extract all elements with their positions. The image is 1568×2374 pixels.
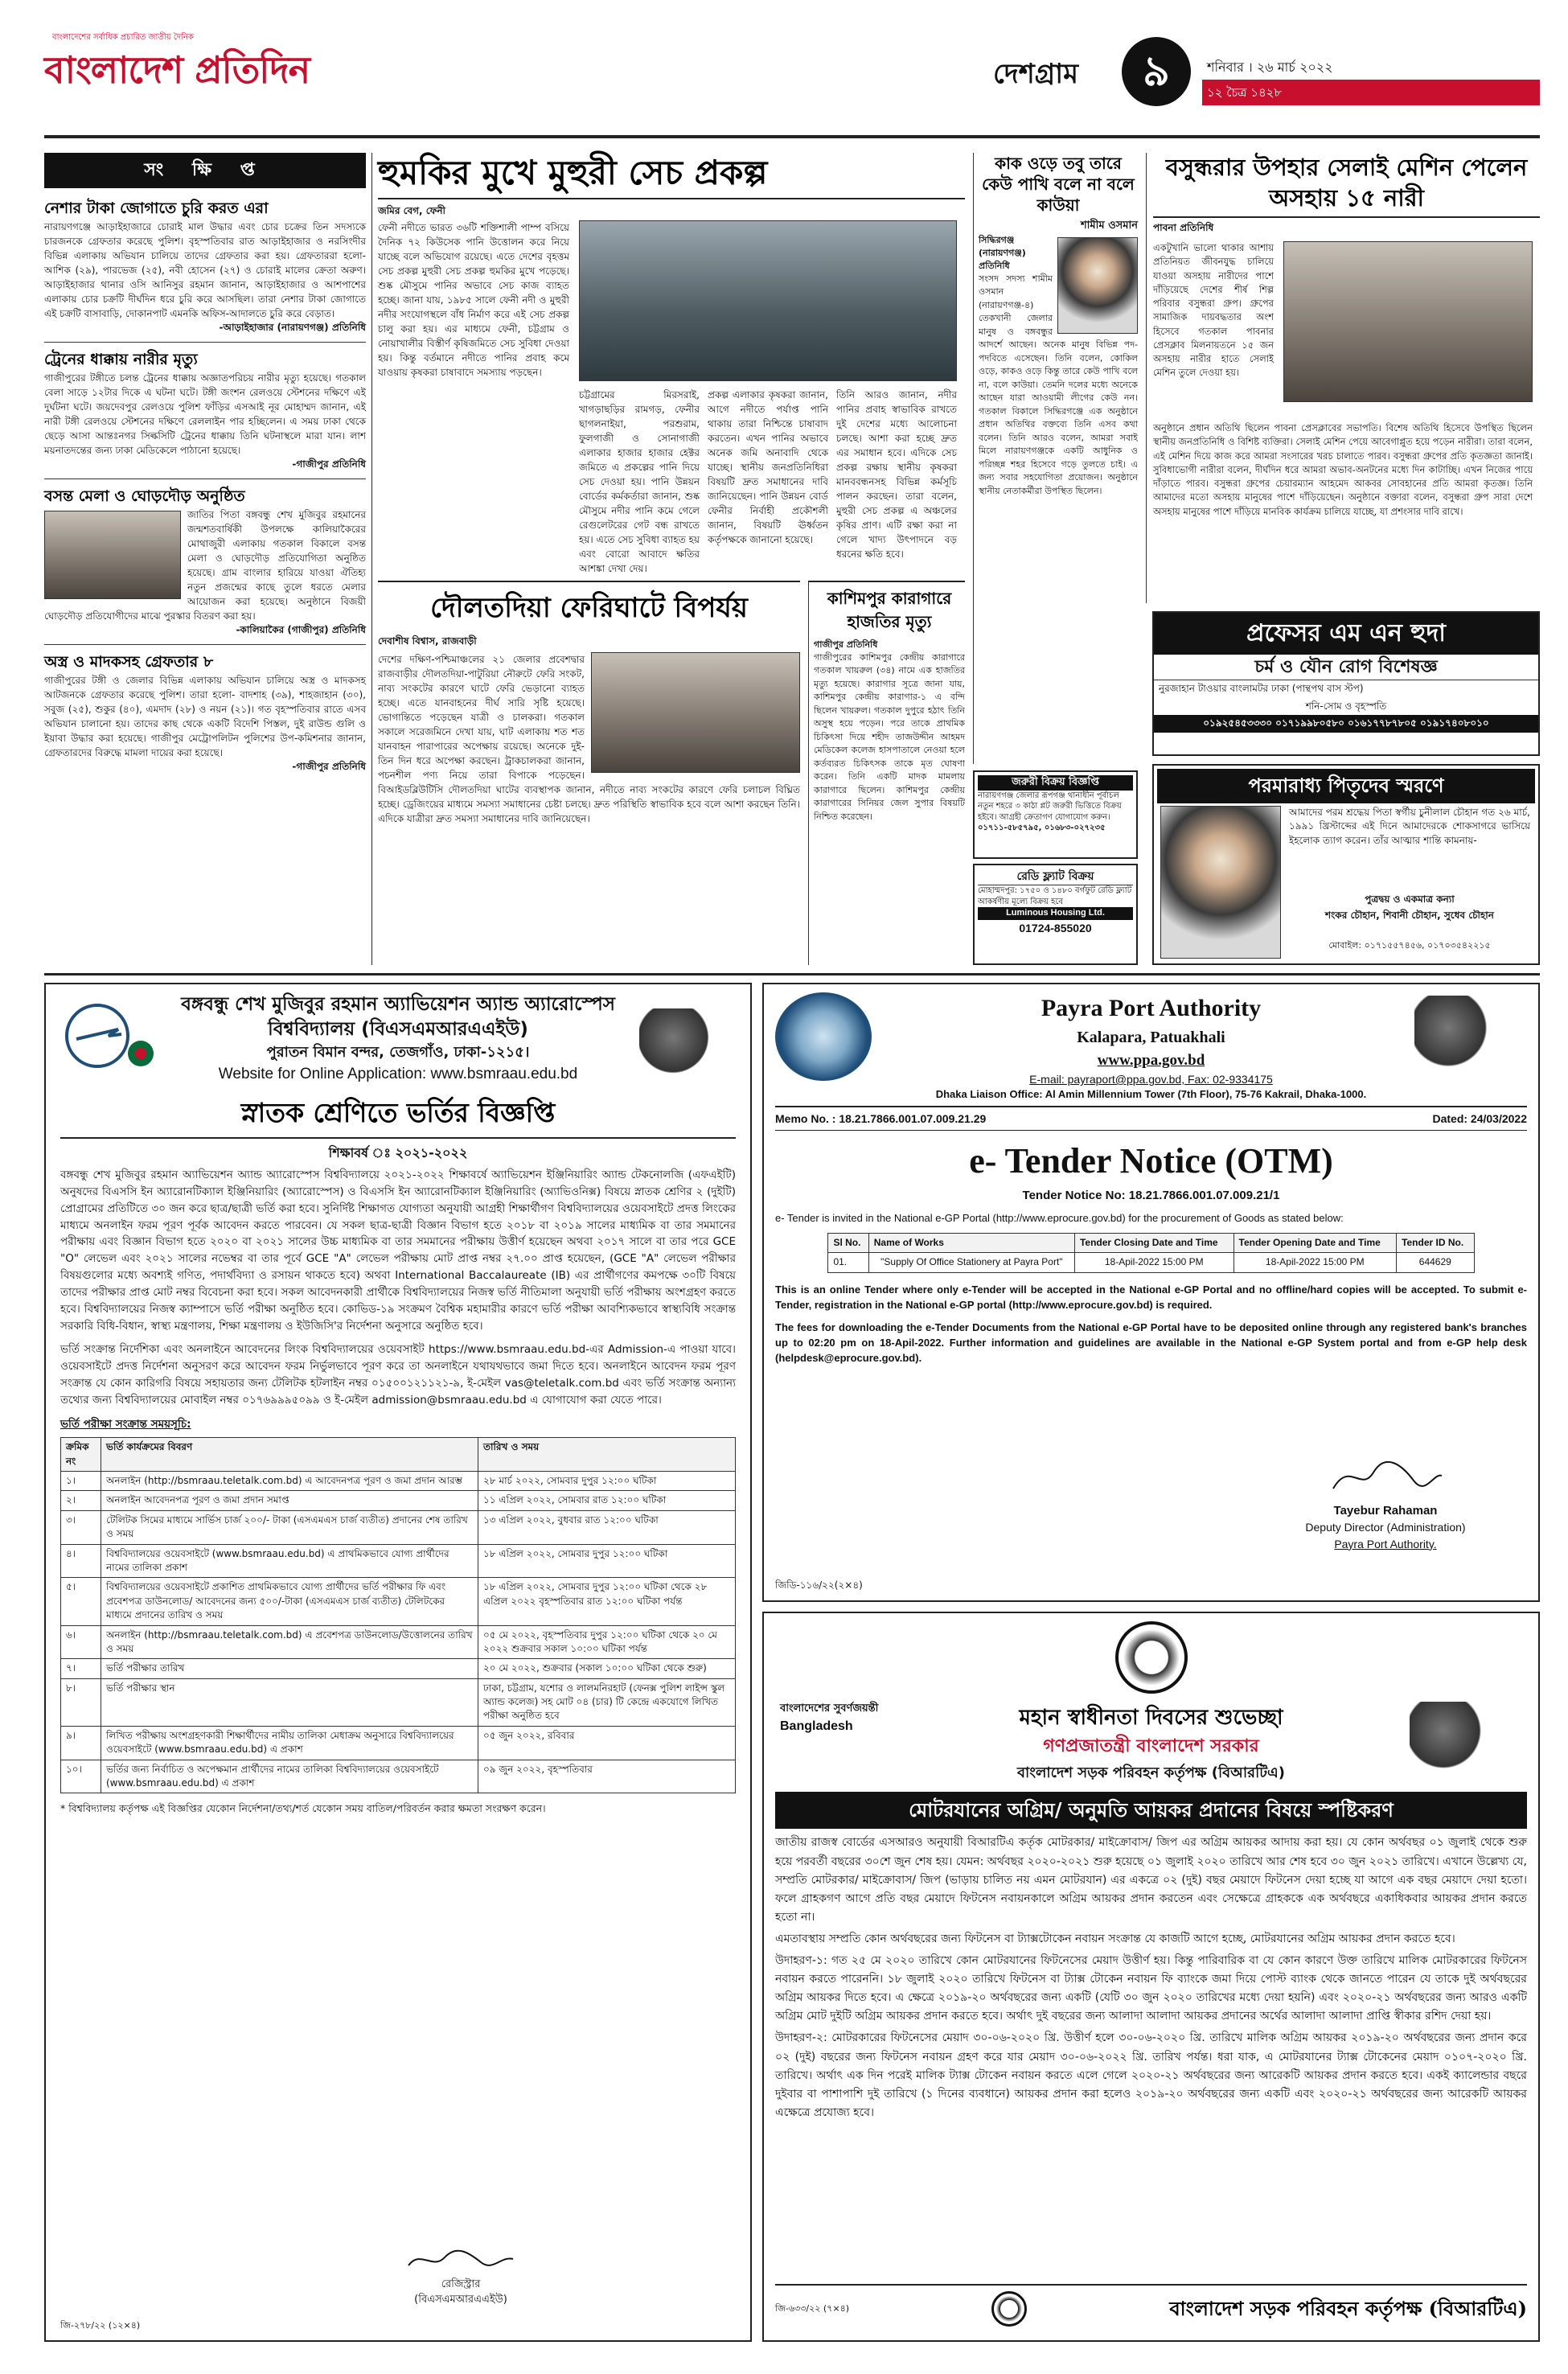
flat-ad-title: রেডি ফ্ল্যাট বিক্রয় [978, 869, 1133, 885]
schedule-cell-time: ১১ এপ্রিল ২০২২, সোমবার রাত ১২:০০ ঘটিকা [478, 1491, 736, 1510]
sewing-story[interactable] [1146, 153, 1540, 603]
memorial-body: আমাদের পরম শ্রদ্ধেয় পিতা স্বর্গীয় চুনীলাল চৌহান গত ২৬ মার্চ, ১৯৯১ খ্রিস্টাব্দের এই দিনে আমাদেরকে শোকসাগরে ভাসিয়ে ইহলোক ত্যাগ করেন। তাঁর আত্মার শান্তি কামনায়- [1289, 807, 1530, 846]
payra-tender-title: e- Tender Notice (OTM) [969, 1141, 1333, 1181]
schedule-cell-time: ০৯ জুন ২০২২, বৃহস্পতিবার [478, 1760, 736, 1793]
brief-body: গাজীপুরের টঙ্গীতে চলন্ত ট্রেনের ধাক্কায় অজ্ঞাতপরিচয় নারীর মৃত্যু হয়েছে। গতকাল বেলা সাড়ে ১২টার দিকে এ ঘটনা ঘটে। টঙ্গী জংশন রেলওয়ে স্টেশনের দক্ষিণে এই দুর্ঘটনা ঘটে। জয়দেবপুর রেলওয়ে পুলিশ ফাঁড়ির এসআই নূর মোহাম্মদ জানান, এই নারী টঙ্গী রেলওয়ে স্টেশনের দক্ষিণে রেললাইন পার হচ্ছিলেন। এ সময় ঢাকা থেকে ছেড়ে আসা আন্তঃনগর সিল্কসিটি ট্রেনের ধাক্কায় তিনি ঘটনাস্থলে মারা যান। লাশ ময়নাতদন্তের জন্য ঢাকা মেডিকেলে পাঠানো হয়েছে। [44, 372, 366, 457]
schedule-row [61, 1491, 736, 1510]
flat-ad-phone: 01724-855020 [1019, 922, 1092, 935]
sale-ad-title: জরুরী বিক্রয় বিজ্ঞপ্তি [978, 775, 1133, 791]
crow-story[interactable] [973, 153, 1138, 764]
schedule-row [61, 1726, 736, 1760]
payra-liaison: Dhaka Liaison Office: Al Amin Millennium Tower (7th Floor), 75-76 Kakrail, Dhaka-1000. [775, 1087, 1527, 1107]
flat-ad-body: মোহাম্মদপুর: ১৭৫০ ও ১৪৮০ বর্গফুট রেডি ফ্ল্যাট আকর্ষণীয় মূল্যে বিক্রয় হবে [978, 886, 1132, 906]
lead-col-4: তিনি আরও জানান, নদীর পানির প্রবাহ স্বাভাবিক রাখতে দুই দেশের মধ্যে আলোচনা চলছে। আশা করা হচ্ছে দ্রুত এর সমাধান হবে। এদিকে সেচ প্রকল্প রক্ষায় স্থানীয় কৃষকরা মানববন্ধনসহ বিভিন্ন কর্মসূচি পালন করছেন। তারা বলেন, মুহুরী সেচ প্রকল্প এ অঞ্চলের কৃষির প্রাণ। এটি রক্ষা করা না গেলে খাদ্য উৎপাদনে বড় ধরনের ক্ষতি হবে। [836, 389, 957, 560]
schedule-cell-task: বিশ্ববিদ্যালয়ের ওয়েবসাইটে (www.bsmraau.edu.bd) এ প্রাথমিকভাবে যোগ্য প্রার্থীদের নামের তালিকা প্রকাশ [101, 1544, 478, 1578]
brta-ad[interactable] [762, 1612, 1540, 2342]
page-number-badge: ৯ [1122, 37, 1191, 106]
sale-ad-body: নারায়ণগঞ্জ জেলার রূপগঞ্জ থানাধীন পূর্বাচল নতুন শহরে ৩ কাঠা প্লট জরুরী ভিত্তিতে বিক্রয় হইবে। আগ্রহী ক্রেতাগণ যোগাযোগ করুন। [978, 791, 1122, 822]
schedule-cell-task: টেলিটক সিমের মাধ্যমে সার্ভিস চার্জ ২০০/- টাকা (এসএমএস চার্জ ব্যতীত) প্রদানের শেষ তারিখ ও সময় [101, 1510, 478, 1544]
mp-portrait [1057, 237, 1138, 334]
brief-item[interactable] [44, 486, 366, 638]
schedule-cell-task: অনলাইন (http://bsmraau.teletalk.com.bd) এ প্রবেশপত্র ডাউনলোড/উত্তোলনের তারিখ ও সময় [101, 1625, 478, 1659]
registrar-org: (বিএসএমআরএএইউ) [414, 2294, 507, 2306]
schedule-cell-no: ৩। [61, 1510, 101, 1544]
horse-race-photo [44, 511, 181, 599]
memorial-ad[interactable] [1152, 764, 1540, 965]
sale-ad[interactable] [973, 770, 1138, 859]
payra-memo: Memo No. : 18.21.7866.001.07.009.21.29 [775, 1112, 987, 1126]
brta-govt: গণপ্রজাতন্ত্রী বাংলাদেশ সরকার [1043, 1735, 1259, 1756]
schedule-cell-task: ভর্তির জন্য নির্বাচিত ও অপেক্ষমান প্রার্থীদের নামের তালিকা বিশ্ববিদ্যালয়ের ওয়েবসাইটে (www.bsmraau.edu.bd) এ প্রকাশ [101, 1760, 478, 1793]
lead-story[interactable] [378, 153, 965, 574]
payra-intro: e- Tender is invited in the National e-GP Portal (http://www.eprocure.gov.bd) for the procurement of Goods as stated below: [775, 1212, 1344, 1225]
brta-logo-icon [991, 2291, 1027, 2327]
payra-signer: Tayebur Rahaman [1333, 1503, 1438, 1518]
brta-para-1: জাতীয় রাজস্ব বোর্ডের এসআরও অনুযায়ী বিআরটিএ কর্তৃক মোটরকার/ মাইক্রোবাস/ জিপ এর অগ্রিম আয়কর আদায় করা হয়। যে কোন অর্থবছর ০১ জুলাই থেকে শুরু হয়ে পরবর্তী বছরের ৩০শে জুন শেষ হয়। যেমন: অর্থবছর ২০২০-২০২১ শুরু হয়েছে ০১ জুলাই ২০২০ তারিখে আর শেষ হবে ৩০ জুন ২০২১ তারিখে। এখানে উল্লেখ্য যে, সম্প্রতি মোটরকার/ মাইক্রোবাস/ জিপ (ভাড়ায় চালিত নয় এমন মোটরযান) এর একত্রে ০২ (দুই) বছর মেয়াদে ফিটনেস দেয়া হচ্ছে যা আগে এক বছর মেয়াদে দেয়া হতো। ফলে গ্রাহকগণ আগে প্রতি বছর মেয়াদে ফিটনেস নবায়নকালে অগ্রিম আয়কর প্রদান করতেন এবং সেক্ষেত্রে গ্রাহককে এক অর্থবছরে একাধিকবার আয়কর প্রদান করতে হতো না। [775, 1836, 1527, 1924]
uni-ad-code: জি-২৭৮/২২ (১২×৪) [60, 2320, 141, 2331]
sewing-headline: বসুন্ধরার উপহার সেলাই মেশিন পেলেন অসহায় ১৫ নারী [1153, 153, 1540, 218]
newspaper-logo[interactable]: বাংলাদেশ প্রতিদিন [44, 48, 310, 92]
uni-address: পুরাতন বিমান বন্দর, তেজগাঁও, ঢাকা-১২১৫। [266, 1044, 530, 1062]
sewing-body-1: একটুখানি ভালো থাকার আশায় প্রতিনিয়ত জীবনযুদ্ধ চালিয়ে যাওয়া অসহায় নারীদের পাশে দাঁড়িয়েছে দেশের শীর্ষ শিল্প পরিবার বসুন্ধরা গ্রুপ। গ্রুপের সামাজিক দায়বদ্ধতার অংশ হিসেবে গতকাল পাবনার প্রেসক্লাব মিলনায়তনে ১৫ জন অসহায় নারীর হাতে সেলাই মেশিন তুলে দেওয়া হয়। [1153, 242, 1274, 379]
th-close: Tender Closing Date and Time [1074, 1233, 1233, 1252]
schedule-cell-time: ২০ মে ২০২২, শুক্রবার (সকাল ১০:০০ ঘটিকা থেকে শুরু) [478, 1659, 736, 1678]
university-admission-ad[interactable] [44, 983, 752, 2342]
schedule-cell-no: ৬। [61, 1625, 101, 1659]
schedule-cell-no: ১০। [61, 1760, 101, 1793]
jail-byline: গাজীপুর প্রতিনিধি [814, 639, 878, 650]
brta-title: মোটরযানের অগ্রিম/ অনুমতি আয়কর প্রদানের বিষয়ে স্পষ্টিকরণ [775, 1792, 1527, 1830]
brief-column [44, 153, 366, 965]
td-id: 644629 [1397, 1253, 1474, 1272]
jubilee-text: বাংলাদেশের সুবর্ণজয়ন্তী [780, 1702, 879, 1715]
doctor-phones: ০১৯২৫৪৫৩৩৩০ ০১৭১৯৯৮০৫৮০ ০১৬১৭৭৮৭৮০৫ ০১৯১৭৪০৮০১০ [1154, 715, 1538, 732]
doctor-days: শনি-সোম ও বৃহস্পতি [1305, 700, 1387, 712]
brief-title: নেশার টাকা জোগাতে চুরি করত এরা [44, 199, 269, 217]
brief-item[interactable] [44, 651, 366, 774]
schedule-cell-task: ভর্তি পরীক্ষার তারিখ [101, 1659, 478, 1678]
schedule-title: ভর্তি পরীক্ষা সংক্রান্ত সময়সূচি: [60, 1417, 191, 1431]
jail-story[interactable] [808, 581, 965, 965]
schedule-cell-no: ৭। [61, 1659, 101, 1678]
brta-greeting: মহান স্বাধীনতা দিবসের শুভেচ্ছা [1019, 1706, 1283, 1730]
date-bar [1202, 55, 1540, 105]
brief-item[interactable] [44, 198, 366, 335]
doctor-chamber: নুরজাহান টাওয়ার বাংলামটর ঢাকা (পান্থপথ বাস স্টপ) [1159, 683, 1364, 695]
jubilee-bd: Bangladesh [780, 1719, 853, 1733]
uni-emblem-icon [60, 997, 157, 1078]
schedule-cell-time: ২৮ মার্চ ২০২২, সোমবার দুপুর ১২:০০ ঘটিকা [478, 1472, 736, 1491]
sewing-photo [1283, 241, 1533, 402]
schedule-cell-no: ২। [61, 1491, 101, 1510]
admission-session: শিক্ষাবর্ষ ঃ ২০২১-২০২২ [328, 1144, 468, 1160]
payra-place: Kalapara, Patuakhali [1077, 1028, 1225, 1046]
uni-logo [60, 997, 157, 1078]
registrar-label: রেজিস্ট্রার [441, 2278, 481, 2291]
ferry-headline: দৌলতদিয়া ফেরিঘাটে বিপর্যয় [430, 592, 748, 624]
payra-mujib-icon [1414, 996, 1527, 1076]
payra-org-sign: Payra Port Authority. [1334, 1537, 1437, 1550]
brief-body: নারায়ণগঞ্জে আড়াইহাজারে চোরাই মাল উদ্ধার এবং চোর চক্রের তিন সদস্যকে চারজনকে গ্রেফতার করেছে পুলিশ। বৃহস্পতিবার রাত আড়াইহাজার ও নরসিংদীর বিভিন্ন এলাকায় অভিযান চালিয়ে তাদের গ্রেফতার করা হয়। গ্রেফতাররা হলো- আশিক (২৯), পারভেজ (২৫), নবী হোসেন (২৭) ও চোরাই মালের ক্রেতা অরুণ। আড়াইহাজার থানার ওসি আনিসুর রহমান জানান, আড়াইহাজার ও আশপাশের এলাকায় চোর চক্রটি দীর্ঘদিন ধরে চুরি করে আসছিল। তারা নেশার টাকা জোগাতে এই চক্রটি বাসাবাড়ি, দোকানপাট এমনকি অফিস-আদালতে চুরি করে বেড়াত। [44, 221, 366, 320]
section-name: দেশগ্রাম [993, 58, 1078, 90]
flat-ad[interactable] [973, 864, 1138, 965]
sewing-byline: পাবনা প্রতিনিধি [1153, 222, 1214, 234]
col-no: ক্রমিক নং [61, 1438, 101, 1472]
ferry-story[interactable] [378, 581, 800, 965]
lead-byline: জমির বেগ, ফেনী [378, 205, 445, 217]
lead-col-2: চট্টগ্রামের মিরসরাই, খাগড়াছড়ির রামগড়, ফেনীর ছাগলনাইয়া, পরশুরাম, ফুলগাজী ও সোনাগাজী এলাকার হাজার হাজার হেক্টর জমিতে এ প্রকল্পের পানি দিয়ে সেচ দেওয়া হয়। পানি উন্নয়ন বোর্ডের কর্মকর্তারা জানান, শুষ্ক মৌসুমে নদীর পানি কমে গেলে রেগুলেটরের গেট বন্ধ রাখতে হয়। এতে সেচ সুবিধা ব্যাহত হয় এবং বোরো আবাদে ক্ষতির আশঙ্কা দেখা দেয়। [579, 389, 700, 574]
jail-body: গাজীপুরের কাশিমপুর কেন্দ্রীয় কারাগারে গতকাল খায়রুল (৩৪) নামে এক হাজতির মৃত্যু হয়েছে। কারাগার সূত্রে জানা যায়, কাশিমপুর কেন্দ্রীয় কারাগার-১ এ বন্দি ছিলেন খায়রুল। গতকাল দুপুরে হঠাৎ তিনি অসুস্থ হয়ে পড়েন। পরে তাকে প্রাথমিক চিকিৎসা দিয়ে শহীদ তাজউদ্দীন আহমদ মেডিকেল কলেজ হাসপাতালে নেওয়া হলে কর্তব্যরত চিকিৎসক তাকে মৃত ঘোষণা করেন। তিনি একটি মাদক মামলায় কারাগারে ছিলেন। কাশিমপুর কেন্দ্রীয় কারাগারের সিনিয়র জেল সুপার বিষয়টি নিশ্চিত করেছেন। [814, 651, 965, 822]
payra-designation: Deputy Director (Administration) [1305, 1521, 1466, 1534]
brta-para-2: এমতাবস্থায় সম্প্রতি কোন অর্থবছরের জন্য ফিটনেস বা ট্যাক্সটোকেন নবায়ন সংক্রান্ত যে কাজটি আগে হচ্ছে, মোটরযানের অগ্রিম আয়কর প্রদান করতে হবে। [775, 1932, 1455, 1945]
schedule-cell-task: অনলাইন (http://bsmraau.teletalk.com.bd) এ আবেদনপত্র পূরণ ও জমা প্রদান আরম্ভ [101, 1472, 478, 1491]
payra-note-2: The fees for downloading the e-Tender Documents from the National e-GP Portal have to be deposited online through any registered bank's branches up to 02:20 pm on 18-Apil-2022. Further information and guidelines are available in the National e-GP System portal and from e-GP help desk (helpdesk@eprocure.gov.bd). [775, 1321, 1527, 1365]
uni-name: বঙ্গবন্ধু শেখ মুজিবুর রহমান অ্যাভিয়েশন অ্যান্ড অ্যারোস্পেস বিশ্ববিদ্যালয় (বিএসএমআরএএইউ) [181, 994, 615, 1041]
brief-credit: -গাজীপুর প্রতিনিধি [292, 761, 366, 773]
ferry-body: দেশের দক্ষিণ-পশ্চিমাঞ্চলের ২১ জেলার প্রবেশদ্বার রাজবাড়ীর দৌলতদিয়া-পাটুরিয়া নৌরুটে ফেরি সংকট, নাব্য সংকটের কারণে ঘাটে ফেরি ভেড়ানো ব্যাহত হচ্ছে। এতে যানবাহনের দীর্ঘ সারি সৃষ্টি হয়েছে। ভোগান্তিতে পড়েছেন যাত্রী ও চালকরা। গতকাল সকালে সরেজমিনে দেখা যায়, ঘাট এলাকায় শত শত যানবাহন পারাপারের অপেক্ষায় রয়েছে। অনেকে দুই-তিন দিন ধরে অপেক্ষা করছেন। ট্রাকচালকরা জানান, পচনশীল পণ্য নিয়ে তারা বিপাকে পড়েছেন। বিআইডব্লিউটিসি দৌলতদিয়া ঘাটের ব্যবস্থাপক জানান, নদীতে নাব্য সংকটের কারণে ফেরি চলাচল বিঘ্নিত হচ্ছে। ড্রেজিংয়ের মাধ্যমে সমস্যা সমাধানের চেষ্টা চলছে। দ্রুত পরিস্থিতি স্বাভাবিক হবে বলে আশা করছেন তিনি। এদিকে যাত্রীরা দ্রুত সমস্যা সমাধানের দাবি জানিয়েছেন। [378, 653, 800, 824]
brief-title: বসন্ত মেলা ও ঘোড়দৌড় অনুষ্ঠিত [44, 487, 245, 505]
brta-authority: বাংলাদেশ সড়ক পরিবহন কর্তৃপক্ষ (বিআরটিএ) [1017, 1764, 1285, 1781]
registrar-signature [380, 2248, 541, 2308]
admission-para-2: ভর্তি সংক্রান্ত নির্দেশিকা এবং অনলাইনে আবেদনের লিংক বিশ্ববিদ্যালয়ের ওয়েবসাইট https://www.bsmraau.edu.bd-এর Admission-এ পাওয়া যাবে। ওয়েবসাইটে প্রদত্ত নির্দেশনা অনুসরণ করে আবেদন ফরম নির্ভুলভাবে পূরণ করে তা অনলাইনে যথাযথভাবে জমা দিতে হবে। অনলাইনে আবেদন ফরম পূরণ সংক্রান্ত যে কোন কারিগরি বিষয়ে সহায়তার জন্য টেলিটক হটলাইন নম্বর ০১৫০০১২১১২১-৯, ই-মেইল vas@teletalk.com.bd এবং ভর্তি সংক্রান্ত অন্যান্য তথ্যের জন্য বিশ্ববিদ্যালয়ের মোবাইল নম্বর ০১৭৬৯৯৯৫০৯৯ ও ই-মেইল admission@bsmraau.edu.bd এ যোগাযোগ করা যেতে পারে। [60, 1342, 736, 1407]
td-works: "Supply Of Office Stationery at Payra Port" [868, 1253, 1074, 1272]
memorial-phone: মোবাইল: ০১৭১৫৫৭৪৫৬, ০১৭০৩৫৪২২১৫ [1328, 940, 1491, 951]
admission-schedule-table [60, 1437, 736, 1793]
govt-emblem-icon [1115, 1621, 1188, 1694]
th-id: Tender ID No. [1397, 1233, 1474, 1252]
doctor-name: প্রফেসর এম এন হুদা [1154, 613, 1538, 655]
memorial-names: শংকর চৌহান, শিবানী চৌহান, সুধেব চৌহান [1325, 910, 1494, 921]
schedule-row [61, 1625, 736, 1659]
payra-tender-table [827, 1233, 1474, 1273]
brief-credit: -গাজীপুর প্রতিনিধি [292, 458, 366, 470]
irrigation-photo [579, 220, 957, 381]
date-line-2: ১২ চৈত্র ১৪২৮ [1202, 80, 1540, 105]
sewing-body-2: অনুষ্ঠানে প্রধান অতিথি ছিলেন পাবনা প্রেসক্লাবের সভাপতি। বিশেষ অতিথি হিসেবে উপস্থিত ছিলেন স্থানীয় জনপ্রতিনিধি ও বিশিষ্ট ব্যক্তিরা। সেলাই মেশিন পেয়ে আবেগাপ্লুত হয়ে পড়েন নারীরা। তারা বলেন, এই মেশিন দিয়ে কাজ করে আমরা সংসারের খরচ চালাতে পারব। বসুন্ধরা গ্রুপের প্রতি কৃতজ্ঞতা জানাই। সুবিধাভোগী নারীরা বলেন, দীর্ঘদিন ধরে আমরা অভাব-অনটনের মধ্যে দিন কাটাচ্ছি। এখন নিজের পায়ে দাঁড়াতে পারব। বসুন্ধরা গ্রুপের চেয়ারম্যান আহমেদ আকবর সোবহানের প্রতি আমরা কৃতজ্ঞ। তিনি আমাদের মতো অসহায় মানুষের পাশে দাঁড়িয়েছেন। অনুষ্ঠানে বক্তারা বলেন, বসুন্ধরা গ্রুপ সারা দেশে অসহায় মানুষের পাশে দাঁড়িয়ে মানবিক কার্যক্রম চালিয়ে যাচ্ছে, যা প্রশংসার দাবি রাখে। [1153, 422, 1533, 517]
schedule-row [61, 1472, 736, 1491]
memorial-title: পরমারাধ্য পিতৃদেব স্মরণে [1157, 769, 1535, 803]
column-divider [371, 153, 372, 965]
col-task: ভর্তি কার্যক্রমের বিবরণ [101, 1438, 478, 1472]
signature-icon [1325, 1456, 1446, 1497]
payra-signature [1265, 1456, 1506, 1552]
brta-mujib-icon [1410, 1702, 1522, 1774]
masthead-rule [44, 135, 1540, 138]
schedule-row [61, 1578, 736, 1625]
memorial-portrait [1160, 806, 1281, 959]
crow-headline: কাক ওড়ে তবু তারে কেউ পাখি বলে না বলে কাউয়া [982, 154, 1135, 215]
col-time: তারিখ ও সময় [478, 1438, 736, 1472]
brta-footer-name: বাংলাদেশ সড়ক পরিবহন কর্তৃপক্ষ (বিআরটিএ) [1169, 2296, 1527, 2320]
td-open: 18-Apil-2022 15:00 PM [1233, 1253, 1397, 1272]
crow-body: সংসদ সদস্য শামীম ওসমান (নারায়ণগঞ্জ-৪) তেকখানী জেলার মানুষ ও বঙ্গবন্ধুর আদর্শে আছেন। অনেক মানুষ বিভিন্ন পদ-পদবিতে এসেছেন। তিনি বলেন, কোকিল ওড়ে, কাকও ওড়ে কিন্তু তারে কেউ পাখি বলে না, বলে কাউয়া। তেমনি দলের মধ্যে অনেকে আছেন যারা আওয়ামী লীগের কেউ নন। গতকাল বিকালে সিদ্ধিরগঞ্জে এক অনুষ্ঠানে প্রধান অতিথির বক্তব্যে তিনি এসব কথা বলেন। তিনি আরও বলেন, আমরা সবাই মিলে নারায়ণগঞ্জকে একটি আধুনিক ও পরিচ্ছন্ন শহর হিসেবে গড়ে তুলতে চাই। এ জন্য সবার সহযোগিতা প্রয়োজন। অনুষ্ঠানে স্থানীয় নেতাকর্মীরা উপস্থিত ছিলেন। [979, 273, 1138, 496]
admission-notice-title: স্নাতক শ্রেণিতে ভর্তির বিজ্ঞপ্তি [60, 1094, 736, 1139]
sale-ad-phone: ০১৭১১-৫৮৫৭৯৫, ০১৬৮৩-০২৭২৩৫ [978, 824, 1106, 833]
brta-para-4: উদাহরণ-২: মোটরকারের ফিটনেসের মেয়াদ ৩০-০৬-২০২০ খ্রি. উত্তীর্ণ হলে ৩০-০৬-২০২০ খ্রি. তারিখে মালিক অগ্রিম আয়কর ২০১৯-২০ অর্থবছরের জন্য প্রদান করে ০২ (দুই) বছরের জন্য ফিটনেস নবায়ন গ্রহণ করে যার মেয়াদ ৩০-০৬-২০২২ খ্রি. তারিখ পর্যন্ত। ধরা যাক, এ মোটরযানের ট্যাক্স টোকেনের মেয়াদ ০১০৭-২০২০ খ্রি. তারিখে। অর্থাৎ এক দিন পরেই মালিক ট্যাক্স টোকেন নবায়ন করতে এলে গেলে ২০২০-২১ অর্থবছরের জন্য আরেকটি আয়কর প্রদান করতে হবে। একই ক্যালেন্ডার বছরে দুইবার বা পাশাপাশি দুই তারিখে (১ দিনের ব্যবধানে) আয়কর প্রদান করা হলেও ২০১৯-২০ অর্থবছরের জন্য একটি এবং ২০২০-২১ অর্থবছরের জন্য আরেকটি আয়কর এক্ষেত্রে প্রযোজ্য হবে। [775, 2031, 1527, 2119]
flat-ad-company: Luminous Housing Ltd. [978, 907, 1133, 920]
payra-note-1: This is an online Tender where only e-Tender will be accepted in the National e-GP Portal and no offline/hard copies will be accepted. To submit e-Tender, registration in the National e-GP portal (http://www.eprocure.gov.bd) is required. [775, 1283, 1527, 1311]
brief-credit: -কালিয়াকৈর (গাজীপুর) প্রতিনিধি [236, 624, 366, 636]
schedule-cell-time: ০৫ মে ২০২২, বৃহস্পতিবার দুপুর ১২:০০ ঘটিকা থেকে ২০ মে ২০২২ শুক্রবার সকাল ১০:০০ ঘটিকা পর্যন্ত [478, 1625, 736, 1659]
payra-email[interactable]: E-mail: payraport@ppa.gov.bd, Fax: 02-9334175 [1029, 1073, 1273, 1086]
schedule-row [61, 1544, 736, 1578]
td-close: 18-Apil-2022 15:00 PM [1074, 1253, 1233, 1272]
brta-footer [775, 2284, 1527, 2332]
brief-title: ট্রেনের ধাক্কায় নারীর মৃত্যু [44, 350, 198, 368]
schedule-cell-time: ১৩ এপ্রিল ২০২২, বুধবার রাত ১২:০০ ঘটিকা [478, 1510, 736, 1544]
schedule-cell-task: লিখিত পরীক্ষায় অংশগ্রহণকারী শিক্ষার্থীদের নামীয় তালিকা মেধাক্রম অনুসারে বিশ্ববিদ্যালয়ের ওয়েবসাইটে (www.bsmraau.edu.bd) এ প্রকাশ [101, 1726, 478, 1760]
payra-ad-code: জিডি-১১৬/২২(২×৪) [775, 1579, 863, 1591]
schedule-row [61, 1510, 736, 1544]
date-line-1: শনিবার । ২৬ মার্চ ২০২২ [1207, 60, 1333, 75]
payra-org: Payra Port Authority [1041, 995, 1262, 1021]
crow-byline: শামীম ওসমান [1080, 220, 1138, 232]
memorial-family: পুত্রদ্বয় ও একমাত্র কন্যা [1365, 893, 1455, 905]
lead-headline: হুমকির মুখে মুহুরী সেচ প্রকল্প [378, 153, 965, 199]
schedule-cell-task: বিশ্ববিদ্যালয়ের ওয়েবসাইটে প্রকাশিত প্রাথমিকভাবে যোগ্য প্রার্থীদের ভর্তি পরীক্ষার ফি এবং প্রবেশপত্র ডাউনলোড/ আবেদনের জন্য ৫০০/-টাকা (এসএমএস চার্জ ব্যতীত) টেলিটকের মাধ্যমে প্রদানের তারিখ ও সময় [101, 1578, 478, 1625]
payra-logo-icon [775, 992, 872, 1081]
schedule-cell-task: ভর্তি পরীক্ষার স্থান [101, 1678, 478, 1726]
payra-web[interactable]: www.ppa.gov.bd [1097, 1051, 1205, 1069]
th-sl: Sl No. [828, 1233, 868, 1252]
td-sl: 01. [828, 1253, 868, 1272]
schedule-cell-time: ঢাকা, চট্টগ্রাম, যশোর ও লালমনিরহাট (ফেনক্স পুলিশ লাইন্স স্কুল অ্যান্ড কলেজ) সহ মোট ০৪ (চার) টি কেন্দ্রে একযোগে লিখিত পরীক্ষা অনুষ্ঠিত হবে [478, 1678, 736, 1726]
doctor-ad[interactable] [1152, 611, 1540, 756]
admission-footnote: * বিশ্ববিদ্যালয় কর্তৃপক্ষ এই বিজ্ঞপ্তির যেকোন নির্দেশনা/তথ্য/শর্ত যেকোন সময় বাতিল/পরিবর্তন করার ক্ষমতা সংরক্ষণ করেন। [60, 1802, 546, 1815]
schedule-cell-no: ৫। [61, 1578, 101, 1625]
schedule-row [61, 1659, 736, 1678]
brta-ad-code: জি-৬৩৩/২২ (৭×৪) [775, 2303, 850, 2314]
brta-para-3: উদাহরণ-১: গত ২৫ মে ২০২০ তারিখে কোন মোটরযানের ফিটনেসের মেয়াদ উত্তীর্ণ হয়। কিন্তু পারিবারিক বা যে কোন কারণে উক্ত তারিখে মালিক মোটরকারের ফিটনেস নবায়ন করতে পারেননি। ১৮ জুলাই ২০২০ তারিখে ফিটনেস বা ট্যাক্স টোকেন নবায়ন ফি ব্যাংকে জমা দিয়ে পোস্ট ব্যাংক থেকে জানতে পারেন যে তাকে দুই অর্থবছরের অগ্রিম আয়কর দিতে হবে। এ ক্ষেত্রে ২০১৯-২০ অর্থবছরের জন্য একটি (যেটি ৩০ জুন ২০২০ তারিখের মধ্যে দেয়া হয়নি) এবং ২০২০-২১ অর্থবছরের জন্য আরও একটি অগ্রিম মোট দুইটি অগ্রিম আয়কর প্রদান করতে হবে। অর্থাৎ দুই বছরের জন্য আলাদা আলাদা আয়কর প্রদানের অর্থের আলাদা আলাদা প্রাপ্তি স্বীকার রশিদ দেয়া হয়। [775, 1954, 1527, 2023]
brief-title: অস্ত্র ও মাদকসহ গ্রেফতার ৮ [44, 652, 214, 671]
admission-para-1: বঙ্গবন্ধু শেখ মুজিবুর রহমান অ্যাভিয়েশন অ্যান্ড অ্যারোস্পেস বিশ্ববিদ্যালয়ে ২০২১-২০২২ শিক্ষাবর্ষে অ্যাভিয়েশন ইঞ্জিনিয়ারিং অ্যান্ড টেকনোলজি (এফএইটি) অনুষদের বিএসসি ইন অ্যারোনটিক্যাল ইঞ্জিনিয়ারিং (অ্যারোস্পেস) ও বিএসসি ইন অ্যারোনটিক্যাল ইঞ্জিনিয়ারিং (অ্যাভিওনিক্স) বিষয়ে স্নাতক শ্রেণির ২ (দুইটি) প্রোগ্রামের প্রতিটিতে ৩০ জন করে ছাত্র/ছাত্রী ভর্তি করা হবে। সুনির্দিষ্ট শিক্ষাগত যোগ্যতা অনুযায়ী আগ্রহী শিক্ষার্থীগণ বিশ্ববিদ্যালয়ের ওয়েবসাইটে প্রদত্ত লিংকের মাধ্যমে অনলাইন ফরম পূরণ পূর্বক আবেদন করতে পারবেন। যে সকল ছাত্র-ছাত্রী বিজ্ঞান বিভাগ হতে ২০১৮ বা ২০১৯ সালের মাধ্যমিক বা তার সমমানের পরীক্ষায় এবং বিজ্ঞান বিভাগ হতে ২০২০ বা ২০২১ সালের উচ্চ মাধ্যমিক বা তার সমমানের পরীক্ষায় উত্তীর্ণ হয়েছেন অথবা ২০১৭ সালে বা তার পরে GCE "O" লেভেল এবং ২০২১ সালের নভেম্বর বা তার পূর্বে GCE "A" লেভেল পরীক্ষায় মোট প্রাপ্ত নম্বর ২৭.০০ প্রাপ্ত হয়েছেন, (GCE "A" লেভেল পরীক্ষার বিষয়গুলোর মধ্যে অবশ্যই গণিত, পদার্থবিদ্যা ও রসায়ন থাকতে হবে) অথবা International Baccalaureate (IB) এর প্রার্থীগণের কমপক্ষে ৩০টি বিষয়ে তাদের পরীক্ষার প্রাপ্ত মোট নম্বর বিবেচনা করা হবে। সকল আবেদনকারী প্রার্থীকে বিশ্ববিদ্যালয়ের নিজস্ব ভর্তি নীতিমালা অনুযায়ী ভর্তি পরীক্ষায় অংশগ্রহণ করতে হবে। বিশ্ববিদ্যালয়ের নিজস্ব ক্যাম্পাসে ভর্তি পরীক্ষা অনুষ্ঠিত হবে। কোভিড-১৯ সংক্রমণ বৈশ্বিক মহামারীর কারণে ভর্তি পরীক্ষা আবশ্যিকভাবে স্বাস্থ্যবিধি সংক্রান্ত সরকারি বিধি-বিধান, স্বাস্থ্য মন্ত্রণালয়, শিক্ষা মন্ত্রণালয় ও ইউজিসি'র নির্দেশনা অনুসারে অনুষ্ঠিত হবে। [60, 1168, 736, 1333]
signature-icon [404, 2248, 517, 2272]
schedule-cell-no: ৮। [61, 1678, 101, 1726]
brief-credit: -আড়াইহাজার (নারায়ণগঞ্জ) প্রতিনিধি [219, 322, 366, 334]
crow-sub: সিদ্ধিরগঞ্জ (নারায়ণগঞ্জ) প্রতিনিধি [979, 234, 1026, 271]
ferry-photo [591, 652, 800, 773]
schedule-cell-time: ১৮ এপ্রিল ২০২২, সোমবার দুপুর ১২:০০ ঘটিকা থেকে ২৮ এপ্রিল ২০২২ বৃহস্পতিবার রাত ১২:০০ ঘটিকা পর্যন্ত [478, 1578, 736, 1625]
th-works: Name of Works [868, 1233, 1074, 1252]
masthead [44, 23, 1540, 142]
doctor-specialty: চর্ম ও যৌন রোগ বিশেষজ্ঞ [1154, 655, 1538, 681]
ferry-byline: দেবাশীষ বিশ্বাস, রাজবাড়ী [378, 635, 477, 647]
schedule-row [61, 1678, 736, 1726]
schedule-cell-no: ৯। [61, 1726, 101, 1760]
brief-item[interactable] [44, 349, 366, 472]
brief-body: গাজীপুরের টঙ্গী ও জেলার বিভিন্ন এলাকায় অভিযান চালিয়ে অস্ত্র ও মাদকসহ আটজনকে গ্রেফতার করেছে পুলিশ। তারা হলো- বাদশাহ (৩৯), শাহজাহান (৩০), সবুজ (২৫), শুকুর (৪০), এমদাদ (২৮) ও নয়ন (২১)। গত বৃহস্পতিবার রাতে এসব অভিযান চালানো হয়। তাদের কাছ থেকে একটি বিদেশি পিস্তল, দুই রাউন্ড গুলি ও ইয়াবা উদ্ধার করা হয়েছে। গাজীপুর মেট্রোপলিটন পুলিশের উপ-কমিশনার জানান, গ্রেফতারদের বিরুদ্ধে মামলা দায়ের করা হয়েছে। [44, 675, 366, 759]
brief-body: জাতির পিতা বঙ্গবন্ধু শেখ মুজিবুর রহমানের জন্মশতবার্ষিকী উপলক্ষে কালিয়াকৈরের মোথাজুরী এলাকায় গতকাল বিকালে বসন্ত মেলা ও ঘোড়দৌড় প্রতিযোগিতা অনুষ্ঠিত হয়েছে। গ্রাম বাংলার হারিয়ে যাওয়া ঐতিহ্য নতুন প্রজন্মের কাছে তুলে ধরতে মেলার আয়োজন করা হয়েছে। অনুষ্ঠানে বিজয়ী ঘোড়দৌড় প্রতিযোগীদের মাঝে পুরস্কার বিতরণ করা হয়। [44, 509, 366, 622]
lead-col-3: প্রকল্প এলাকার কৃষকরা জানান, আগে নদীতে পর্যাপ্ত পানি থাকায় তারা নিশ্চিন্তে চাষাবাদ করতেন। এখন পানির অভাবে অনেক জমি অনাবাদি থেকে যাচ্ছে। স্থানীয় জনপ্রতিনিধিরা বিষয়টি দ্রুত সমাধানের দাবি জানিয়েছেন। পানি উন্নয়ন বোর্ড ফেনীর নির্বাহী প্রকৌশলী জানান, বিষয়টি ঊর্ধ্বতন কর্তৃপক্ষকে জানানো হয়েছে। [708, 389, 828, 545]
payra-dated: Dated: 24/03/2022 [1432, 1112, 1527, 1126]
th-open: Tender Opening Date and Time [1233, 1233, 1397, 1252]
mujib-logo-icon [639, 1008, 736, 1081]
brief-header: সং ক্ষি প্ত [44, 153, 366, 188]
masthead-tagline: বাংলাদেশের সর্বাধিক প্রচারিত জাতীয় দৈনিক [52, 33, 194, 42]
payra-tender-ad[interactable] [762, 983, 1540, 1602]
payra-tender-no: Tender Notice No: 18.21.7866.001.07.009.21/1 [1022, 1189, 1280, 1203]
schedule-row [61, 1760, 736, 1793]
schedule-cell-time: ১৮ এপ্রিল ২০২২, সোমবার দুপুর ১২:০০ ঘটিকা [478, 1544, 736, 1578]
lead-col-1: ফেনী নদীতে ভারত ৩৬টি শক্তিশালী পাম্প বসিয়ে দৈনিক ৭২ কিউসেক পানি উত্তোলন করে নিয়ে যাচ্ছে বলে অভিযোগ রয়েছে। এতে দেশের বৃহত্তম সেচ প্রকল্প মুহুরী সেচ প্রকল্প হুমকির মুখে পড়েছে। শুষ্ক মৌসুমে পানির অভাবে সেচ কাজ ব্যাহত হচ্ছে। জানা যায়, ১৯৮৫ সালে ফেনী নদী ও মুহুরী নদীর সংযোগস্থলে বাঁধ নির্মাণ করে এই সেচ প্রকল্প চালু করা হয়। এর মাধ্যমে ফেনী, চট্টগ্রাম ও নোয়াখালীর বিস্তীর্ণ কৃষিজমিতে সেচ সুবিধা দেওয়া হয়। কিন্তু বর্তমানে নদীতে পানির প্রবাহ কমে যাওয়ায় কৃষকরা চাষাবাদে সমস্যায় পড়ছেন। [378, 222, 569, 378]
schedule-cell-no: ৪। [61, 1544, 101, 1578]
jail-headline: কাশিমপুর কারাগারে হাজতির মৃত্যু [827, 589, 952, 631]
schedule-cell-time: ০৫ জুন ২০২২, রবিবার [478, 1726, 736, 1760]
schedule-cell-task: অনলাইন আবেদনপত্র পূরণ ও জমা প্রদান সমাপ্ত [101, 1491, 478, 1510]
uni-website[interactable]: Website for Online Application: www.bsmraau.edu.bd [218, 1066, 578, 1083]
schedule-cell-no: ১। [61, 1472, 101, 1491]
section-rule [44, 973, 1540, 975]
jubilee-logo [780, 1702, 941, 1766]
